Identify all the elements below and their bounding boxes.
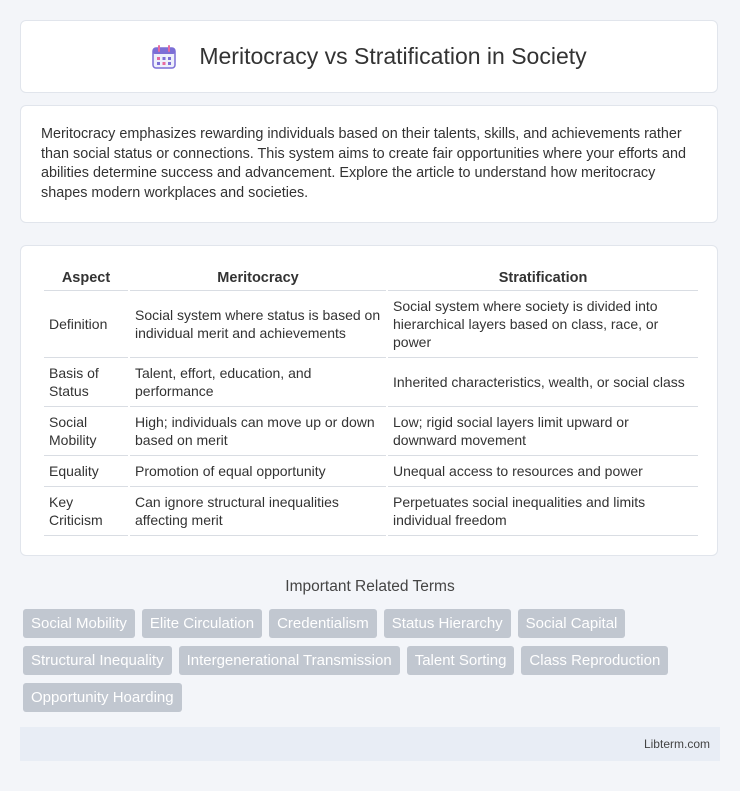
aspect-cell: Social Mobility	[44, 407, 128, 456]
stratification-cell: Inherited characteristics, wealth, or social class	[388, 358, 698, 407]
meritocracy-cell: Talent, effort, education, and performance	[130, 358, 386, 407]
tag-social-mobility[interactable]: Social Mobility	[23, 609, 135, 638]
page-title: Meritocracy vs Stratification in Society	[199, 43, 587, 69]
aspect-cell: Key Criticism	[44, 487, 128, 536]
tag-talent-sorting[interactable]: Talent Sorting	[407, 646, 515, 675]
title-card	[20, 20, 718, 93]
footer	[20, 727, 720, 761]
tag-social-capital[interactable]: Social Capital	[518, 609, 626, 638]
meritocracy-cell: Promotion of equal opportunity	[130, 456, 386, 487]
tag-credentialism[interactable]: Credentialism	[269, 609, 377, 638]
intro-text: Meritocracy emphasizes rewarding individuals based on their talents, skills, and achievements rather than social status or connections. This system aims to create fair opportunities where your efforts and abilities determine success and advancement. Explore the article to understand how meritocracy shapes modern workplaces and societies.	[41, 126, 686, 201]
tag-class-reproduction[interactable]: Class Reproduction	[521, 646, 668, 675]
table-row	[44, 487, 698, 536]
table-header-row	[44, 266, 698, 291]
header-stratification: Stratification	[388, 266, 698, 291]
stratification-cell: Unequal access to resources and power	[388, 456, 698, 487]
footer-site-link[interactable]: Libterm.com	[643, 737, 710, 751]
related-terms-list	[23, 609, 713, 720]
tag-elite-circulation[interactable]: Elite Circulation	[142, 609, 262, 638]
aspect-cell: Definition	[44, 291, 128, 358]
stratification-cell: Perpetuates social inequalities and limits individual freedom	[388, 487, 698, 536]
meritocracy-cell: Can ignore structural inequalities affecting merit	[130, 487, 386, 536]
comparison-table	[42, 266, 700, 536]
intro-card	[20, 105, 718, 223]
table-row	[44, 407, 698, 456]
calendar-icon	[151, 44, 177, 70]
tag-structural-inequality[interactable]: Structural Inequality	[23, 646, 172, 675]
stratification-cell: Low; rigid social layers limit upward or downward movement	[388, 407, 698, 456]
comparison-table-card	[20, 245, 718, 556]
meritocracy-cell: Social system where status is based on individual merit and achievements	[130, 291, 386, 358]
aspect-cell: Equality	[44, 456, 128, 487]
tag-opportunity-hoarding[interactable]: Opportunity Hoarding	[23, 683, 182, 712]
meritocracy-cell: High; individuals can move up or down based on merit	[130, 407, 386, 456]
related-terms-title: Important Related Terms	[285, 578, 455, 595]
table-row	[44, 456, 698, 487]
header-aspect: Aspect	[44, 266, 128, 291]
table-row	[44, 291, 698, 358]
aspect-cell: Basis of Status	[44, 358, 128, 407]
tag-intergenerational-transmission[interactable]: Intergenerational Transmission	[179, 646, 400, 675]
header-meritocracy: Meritocracy	[130, 266, 386, 291]
table-row	[44, 358, 698, 407]
tag-status-hierarchy[interactable]: Status Hierarchy	[384, 609, 511, 638]
stratification-cell: Social system where society is divided into hierarchical layers based on class, race, or power	[388, 291, 698, 358]
